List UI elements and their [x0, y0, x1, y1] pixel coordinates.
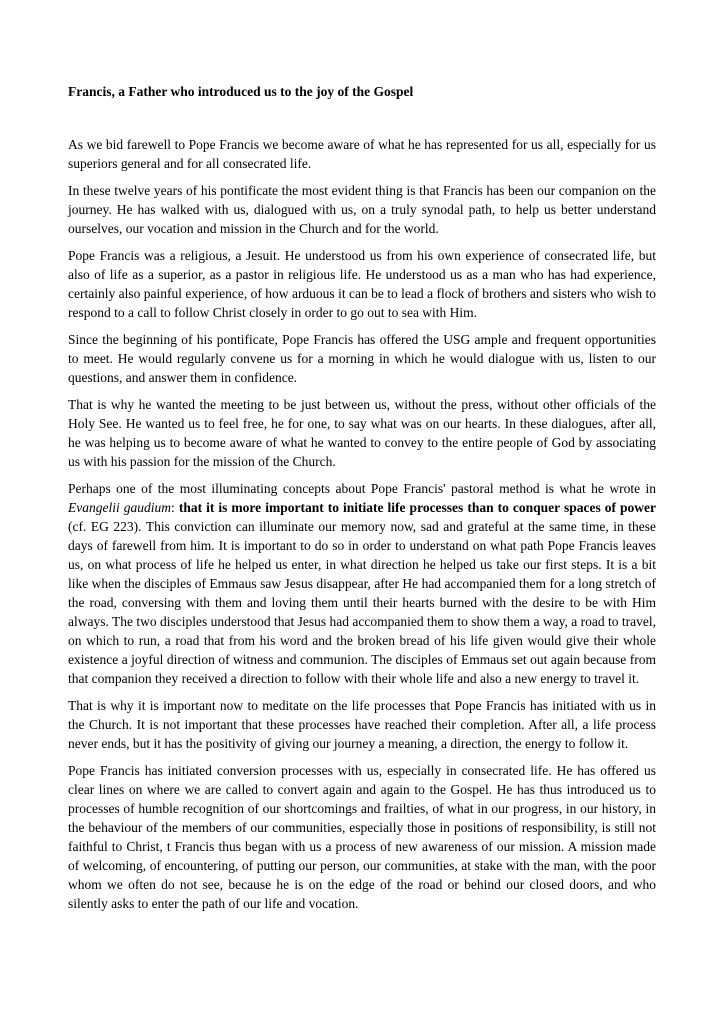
paragraph-5: That is why he wanted the meeting to be just between us, without the press, without other officials of the Holy See. He wanted us to feel free, he for one, to say what was on our hearts. In these dialogues, after all, he was helping us to become aware of what he wanted to convey to the entire people of God by associating us with his passion for the mission of the Church. — [68, 397, 656, 469]
paragraph-6 — [68, 479, 656, 688]
paragraph-4: Since the beginning of his pontificate, Pope Francis has offered the USG ample and frequent opportunities to meet. He would regularly convene us for a morning in which he would dialogue with us, listen to our questions, and answer them in confidence. — [68, 332, 656, 385]
paragraph-8: Pope Francis has initiated conversion processes with us, especially in consecrated life. He has offered us clear lines on where we are called to convert again and again to the Gospel. He has thus introduced us to processes of humble recognition of our shortcomings and frailties, of what in our progress, in our history, in the behaviour of the members of our communities, especially those in positions of responsibility, is still not faithful to Christ, t Francis thus began with us a process of new awareness of our mission. A mission made of welcoming, of encountering, of putting our person, our communities, at stake with the man, with the poor whom we often do not see, because he is on the edge of the road or behind our closed doors, and who silently asks to enter the path of our life and vocation. — [68, 763, 656, 911]
paragraph-7: That is why it is important now to meditate on the life processes that Pope Francis has initiated with us in the Church. It is not important that these processes have reached their completion. After all, a life process never ends, but it has the positivity of giving our journey a meaning, a direction, the energy to follow it. — [68, 698, 656, 751]
paragraph-1: As we bid farewell to Pope Francis we become aware of what he has represented for us all, especially for us superiors general and for all consecrated life. — [68, 137, 656, 171]
key-quote: that it is more important to initiate life processes than to conquer spaces of power — [178, 500, 657, 515]
paragraph-3: Pope Francis was a religious, a Jesuit. He understood us from his own experience of consecrated life, but also of life as a superior, as a pastor in religious life. He understood us as a man who has had experience, certainly also painful experience, of how arduous it can be to lead a flock of brothers and sisters who wish to respond to a call to follow Christ closely in order to go out to sea with Him. — [68, 248, 656, 320]
document-page — [68, 82, 656, 921]
evangelii-gaudium-title: Evangelii gaudium — [68, 500, 172, 515]
paragraph-6-lead: Perhaps one of the most illuminating concepts about Pope Francis' pastoral method is what he wrote in — [68, 481, 656, 496]
document-title: Francis, a Father who introduced us to the joy of the Gospel — [68, 84, 414, 99]
paragraph-6-rest: (cf. EG 223). This conviction can illuminate our memory now, sad and grateful at the same time, in these days of farewell from him. It is important to do so in order to understand on what path Pope Francis leaves us, on what process of life he helped us enter, in what direction he helped us take our first steps. It is a bit like when the disciples of Emmaus saw Jesus disappear, after He had accompanied them for a long stretch of the road, conversing with them and loving them until their hearts burned with the desire to be with Him always. The two disciples understood that Jesus had accompanied them to show them a way, a road to travel, on which to run, a road that from his word and the broken bread of his life given would give their whole existence a joyful direction of witness and communion. The disciples of Emmaus set out again because from that companion they received a direction to follow with their whole life and also a new energy to travel it. — [68, 519, 656, 686]
paragraph-2: In these twelve years of his pontificate the most evident thing is that Francis has been our companion on the journey. He has walked with us, dialogued with us, on a truly synodal path, to help us better understand ourselves, our vocation and mission in the Church and for the world. — [68, 183, 656, 236]
paragraph-6-colon: : — [171, 500, 179, 515]
